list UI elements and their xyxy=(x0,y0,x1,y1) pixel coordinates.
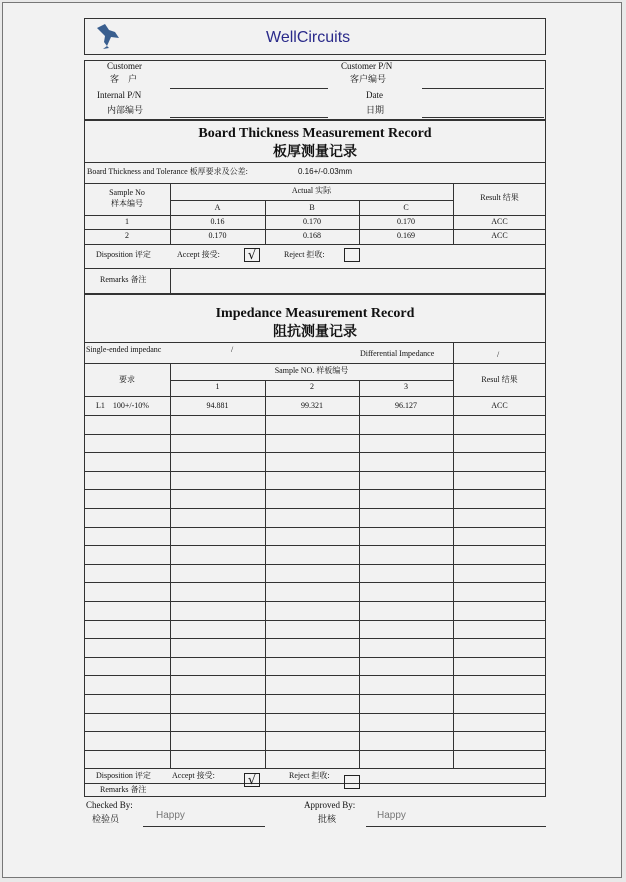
accept-label: Accept 接受: xyxy=(177,250,220,259)
disposition-label: Disposition 评定 xyxy=(96,250,151,259)
table-row-line xyxy=(84,415,546,416)
grid-line xyxy=(170,200,453,201)
sub-col-b: B xyxy=(309,203,315,212)
table-row-line xyxy=(84,489,546,490)
table-cell: 99.321 xyxy=(301,401,323,410)
customer-pn-label-cn: 客户编号 xyxy=(350,74,387,84)
table-cell: 96.127 xyxy=(395,401,417,410)
table-row-line xyxy=(84,582,546,583)
table-cell: 94.881 xyxy=(206,401,229,410)
table-row-line xyxy=(84,564,546,565)
grid-line xyxy=(170,363,171,769)
signature-line xyxy=(366,826,546,827)
col-result: Result 结果 xyxy=(480,193,519,202)
impedance-reject-checkbox[interactable] xyxy=(344,775,360,789)
customer-label-cn: 客 户 xyxy=(110,74,138,84)
col-result: Resul 结果 xyxy=(481,375,518,384)
impedance-disposition-label: Disposition 评定 xyxy=(96,771,151,780)
customer-field-line xyxy=(170,88,328,89)
tolerance-value: 0.16+/-0.03mm xyxy=(298,167,353,176)
divider xyxy=(84,363,546,364)
impedance-reject-label: Reject 拒收: xyxy=(289,771,330,780)
thickness-title-en: Board Thickness Measurement Record xyxy=(198,126,432,141)
table-row-line xyxy=(84,527,546,528)
impedance-accept-checkbox[interactable]: √ xyxy=(244,773,260,787)
table-row-line xyxy=(84,768,546,769)
impedance-title-en: Impedance Measurement Record xyxy=(215,306,415,321)
checked-by-label-cn: 检验员 xyxy=(92,814,120,824)
divider xyxy=(84,183,546,184)
grid-line xyxy=(453,363,454,769)
col-sample-no: Sample NO. 样板编号 xyxy=(274,366,349,375)
table-row-line xyxy=(84,657,546,658)
table-row-line xyxy=(84,638,546,639)
internal-pn-label-en: Internal P/N xyxy=(97,90,142,100)
checked-by-signature: Happy xyxy=(156,810,185,821)
single-ended-value: / xyxy=(231,345,234,354)
tolerance-label: Board Thickness and Tolerance 板厚要求及公差: xyxy=(87,167,248,176)
table-row-line xyxy=(84,601,546,602)
table-cell: ACC xyxy=(491,401,508,410)
grid-line xyxy=(170,268,171,294)
sub-col-2: 2 xyxy=(310,382,314,391)
grid-line xyxy=(84,783,546,784)
date-label-cn: 日期 xyxy=(366,105,385,115)
table-row-line xyxy=(84,620,546,621)
table-cell: 2 xyxy=(125,231,129,240)
grid-line xyxy=(170,380,453,381)
table-row-line xyxy=(84,750,546,751)
table-row-line xyxy=(84,396,546,397)
table-cell: 0.168 xyxy=(303,231,321,240)
approved-by-label-cn: 批核 xyxy=(318,814,337,824)
reject-label: Reject 拒收: xyxy=(284,250,325,259)
grid-line xyxy=(359,380,360,769)
differential-value: / xyxy=(497,350,500,359)
date-label-en: Date xyxy=(366,90,383,100)
single-ended-label: Single-ended impedanc xyxy=(86,345,162,354)
customer-label-en: Customer xyxy=(107,61,142,71)
table-row-line xyxy=(84,452,546,453)
table-row-line xyxy=(84,508,546,509)
table-cell: ACC xyxy=(491,231,508,240)
table-row-line xyxy=(84,694,546,695)
table-cell: 1 xyxy=(125,217,129,226)
table-row-line xyxy=(84,731,546,732)
impedance-title-cn: 阻抗测量记录 xyxy=(273,325,357,340)
grid-line xyxy=(84,244,546,245)
table-row-line xyxy=(84,434,546,435)
table-cell: 0.170 xyxy=(303,217,321,226)
checked-by-label-en: Checked By: xyxy=(86,800,133,810)
col-sample-cn: 样本编号 xyxy=(111,199,143,208)
col-requirement: 要求 xyxy=(119,375,135,384)
reject-checkbox[interactable] xyxy=(344,248,360,262)
company-name: WellCircuits xyxy=(266,29,351,46)
table-cell: 0.169 xyxy=(397,231,415,240)
table-cell: 0.170 xyxy=(208,231,227,240)
col-sample-en: Sample No xyxy=(109,188,145,197)
info-box xyxy=(84,60,546,120)
grid-line xyxy=(84,215,546,216)
approved-by-signature: Happy xyxy=(377,810,406,821)
signature-line xyxy=(143,826,265,827)
impedance-accept-label: Accept 接受: xyxy=(172,771,215,780)
impedance-remarks-label: Remarks 备注 xyxy=(100,785,147,794)
remarks-label: Remarks 备注 xyxy=(100,275,147,284)
differential-label: Differential Impedance xyxy=(360,349,435,358)
grid-line xyxy=(453,342,454,364)
table-row-line xyxy=(84,471,546,472)
thickness-title-cn: 板厚测量记录 xyxy=(273,145,357,160)
customer-pn-label-en: Customer P/N xyxy=(341,61,393,71)
sub-col-1: 1 xyxy=(215,382,220,391)
sub-col-3: 3 xyxy=(404,382,408,391)
bird-icon xyxy=(95,22,121,50)
table-cell: 0.170 xyxy=(397,217,415,226)
internal-pn-label-cn: 内部编号 xyxy=(107,105,144,115)
table-row-line xyxy=(84,675,546,676)
table-cell: L1 100+/-10% xyxy=(96,401,149,410)
table-cell: ACC xyxy=(491,217,508,226)
customer-pn-field-line xyxy=(422,88,544,89)
grid-line xyxy=(84,268,546,269)
internal-pn-field-line xyxy=(170,117,328,118)
date-field-line xyxy=(422,117,544,118)
col-actual: Actual 实际 xyxy=(291,186,332,195)
table-row-line xyxy=(84,545,546,546)
accept-checkbox[interactable]: √ xyxy=(244,248,260,262)
divider xyxy=(84,342,546,343)
divider xyxy=(84,162,546,163)
sub-col-a: A xyxy=(214,203,221,212)
table-cell: 0.16 xyxy=(210,217,225,226)
grid-line xyxy=(265,380,266,769)
approved-by-label-en: Approved By: xyxy=(304,800,356,810)
sub-col-c: C xyxy=(403,203,409,212)
table-row-line xyxy=(84,713,546,714)
grid-line xyxy=(84,229,546,230)
